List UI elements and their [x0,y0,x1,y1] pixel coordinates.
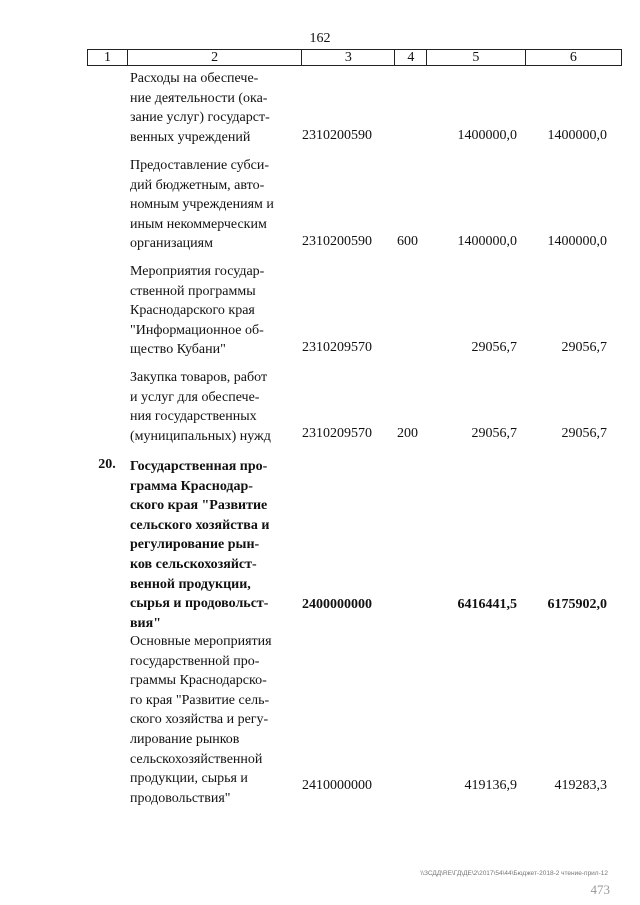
row-value-2018: 29056,7 [471,340,517,355]
file-path-footer: \\ЗСДД\RE\ГД\ДЕ\2\2017\54\44\Бюджет-2018-2 чтение-прил-12 [420,870,608,877]
row-vr: 600 [397,234,418,249]
row-name: Государственная про- грамма Краснодар- ского края "Развитие сельского хозяйства и регулирование рын- ков сельскохозяйст- венной продукции, сырья и продовольст- вия" [130,459,270,631]
row-name: Закупка товаров, работ и услуг для обеспече- ния государственных (муниципальных) нужд [130,370,271,444]
footer-page-number: 473 [590,882,610,897]
column-header-2: 2 [127,50,301,66]
row-name: Мероприятия государ- ственной программы Краснодарского края "Информационное об- щество Кубани" [130,264,265,358]
row-value-2018: 6416441,5 [457,597,517,612]
row-name: Расходы на обеспече- ние деятельности (ока- зание услуг) государст- венных учреждений [130,71,270,145]
row-value-2019: 419283,3 [554,778,607,793]
row-value-2019: 1400000,0 [547,234,607,249]
row-value-2019: 1400000,0 [547,128,607,143]
page-number: 162 [309,31,331,46]
column-header-5: 5 [427,50,525,66]
row-vr: 200 [397,426,418,441]
row-code: 2410000000 [302,778,372,793]
row-code: 2310209570 [302,340,372,355]
row-value-2019: 29056,7 [561,340,607,355]
row-code: 2310200590 [302,234,372,249]
row-value-2018: 1400000,0 [457,128,517,143]
row-name: Предоставление субси- дий бюджетным, авто- номным учреждениям и иным некоммерческим организациям [130,158,274,252]
row-value-2018: 29056,7 [471,426,517,441]
column-header-3: 3 [302,50,395,66]
row-code: 2310209570 [302,426,372,441]
row-value-2018: 419136,9 [464,778,517,793]
row-code: 2310200590 [302,128,372,143]
column-header-1: 1 [88,50,128,66]
column-header-4: 4 [395,50,427,66]
column-header-6: 6 [525,50,621,66]
row-value-2019: 29056,7 [561,426,607,441]
row-value-2019: 6175902,0 [547,597,607,612]
row-number: 20. [98,457,116,472]
row-value-2018: 1400000,0 [457,234,517,249]
row-code: 2400000000 [302,597,372,612]
row-name: Основные мероприятия государственной про- граммы Краснодарско- го края "Развитие сель- ского хозяйства и регу- лирование рынков сельскохозяйственной продукции, сырья и продовольствия" [130,634,272,806]
column-header-table [87,49,622,66]
